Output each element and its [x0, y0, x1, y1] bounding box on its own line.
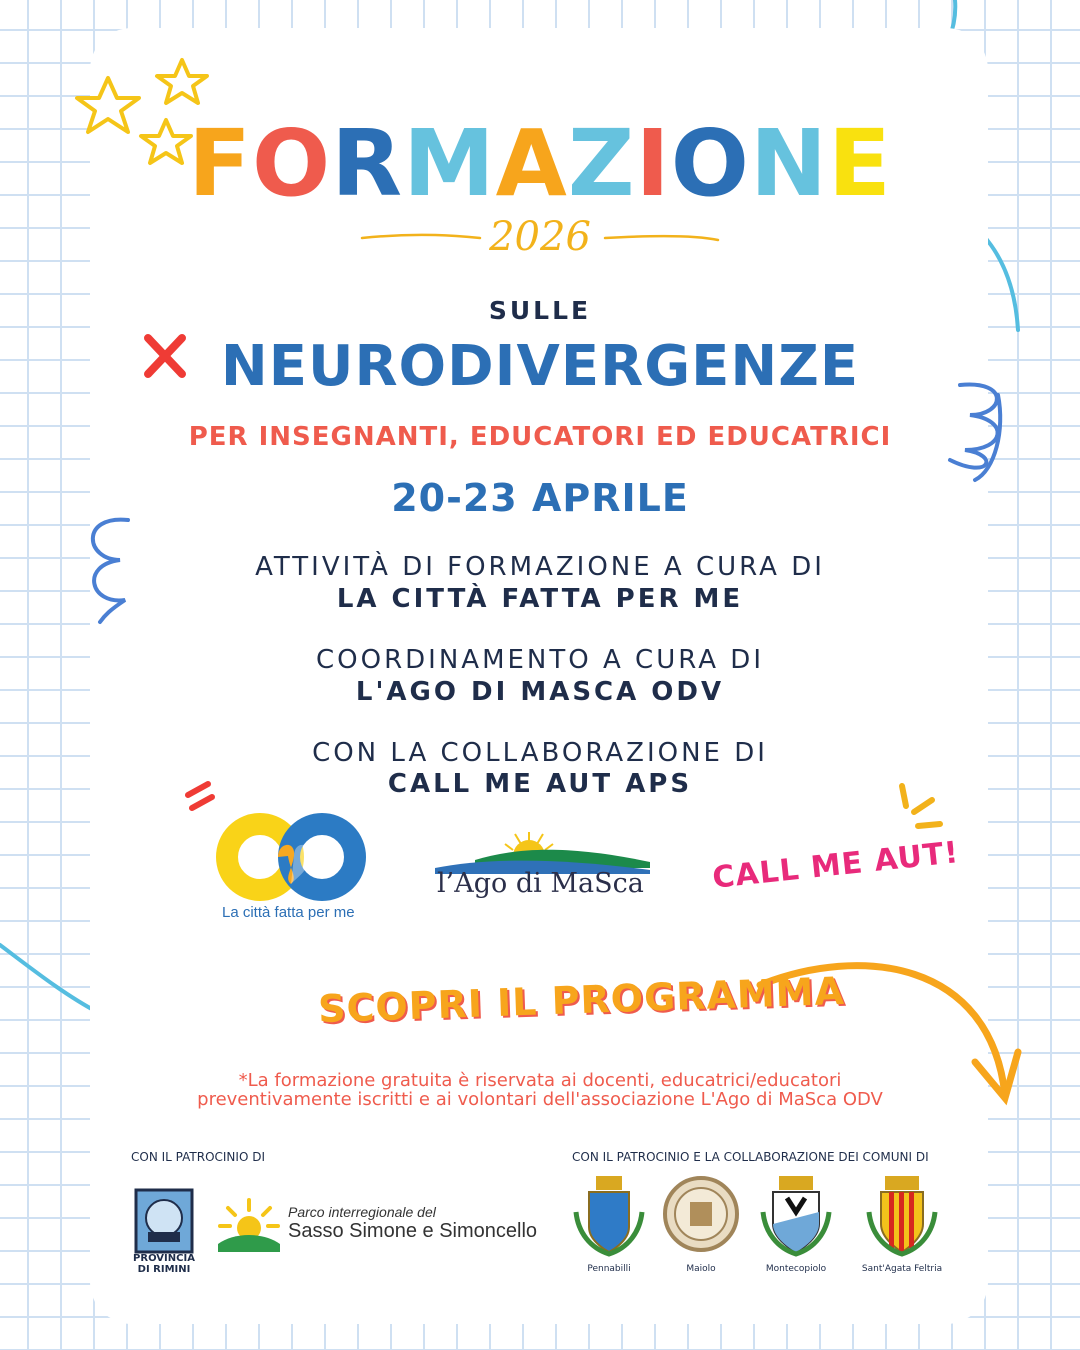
infinity-logo-icon [214, 812, 374, 902]
provincia-line-2: DI RIMINI [137, 1263, 191, 1275]
logo-provincia-rimini [128, 1188, 200, 1280]
credit-label-3: CON LA COLLABORAZIONE DI [312, 738, 768, 768]
title-letter: O [670, 110, 750, 217]
title-letter: M [403, 110, 496, 217]
logo-call-me-aut: CALL ME AUT! [710, 835, 961, 896]
sulle-label: SULLE [488, 296, 592, 325]
scopri-programma-link[interactable]: SCOPRI IL PROGRAMMA [317, 968, 846, 1032]
parco-line-2: Sasso Simone e Simoncello [288, 1220, 538, 1242]
comune-montecopiolo [751, 1172, 841, 1282]
credit-label-2: COORDINAMENTO A CURA DI [316, 645, 764, 675]
note-line-1: *La formazione gratuita è riservata ai docenti, educatrici/educatori [238, 1070, 842, 1091]
logo-ago-caption: l’Ago di MaSca [437, 868, 644, 899]
sun-icon [214, 1196, 284, 1256]
comune-name: Sant'Agata Feltria [861, 1264, 943, 1274]
logo-citta-caption: La città fatta per me [222, 904, 355, 921]
year-label: 2026 [489, 214, 591, 260]
dates-label: 20-23 APRILE [391, 476, 689, 520]
coat-of-arms-icon [656, 1172, 746, 1262]
provincia-line-1: PROVINCIA [133, 1253, 195, 1264]
page-title [0, 110, 1080, 217]
comune-santagata-feltria [857, 1172, 947, 1282]
note-line-2: preventivamente iscritti e ai volontari dell'associazione L'Ago di MaSca ODV [197, 1089, 883, 1110]
title-letter: R [331, 110, 404, 217]
logo-parco-sasso-simone [214, 1196, 544, 1260]
subject-heading: NEURODIVERGENZE [220, 334, 860, 399]
title-letter: I [635, 110, 671, 217]
comune-name: Montecopiolo [765, 1264, 827, 1274]
logo-ago-di-masca [425, 830, 660, 910]
comune-pennabilli [564, 1172, 654, 1282]
title-letter: O [252, 110, 332, 217]
title-letter: N [750, 110, 828, 217]
title-letter: E [828, 110, 892, 217]
coat-of-arms-icon [751, 1172, 841, 1262]
coat-of-arms-icon [564, 1172, 654, 1262]
comune-name: Pennabilli [587, 1264, 631, 1274]
credit-name-3: CALL ME AUT APS [387, 769, 693, 799]
credit-label-1: ATTIVITÀ DI FORMAZIONE A CURA DI [255, 552, 825, 582]
title-letter: F [188, 110, 252, 217]
audience-label: PER INSEGNANTI, EDUCATORI ED EDUCATRICI [188, 422, 892, 452]
parco-line-1: Parco interregionale del [288, 1204, 436, 1220]
title-letter: Z [567, 110, 636, 217]
credit-name-2: L'AGO DI MASCA ODV [355, 677, 725, 707]
credit-name-1: LA CITTÀ FATTA PER ME [336, 584, 744, 614]
comune-name: Maiolo [686, 1264, 716, 1274]
comune-maiolo [656, 1172, 746, 1282]
coat-of-arms-icon [128, 1188, 200, 1254]
patronage-label: CON IL PATROCINIO DI [131, 1150, 265, 1164]
coat-of-arms-icon [857, 1172, 947, 1262]
title-letter: A [495, 110, 568, 217]
comuni-label: CON IL PATROCINIO E LA COLLABORAZIONE DEI COMUNI DI [572, 1150, 929, 1164]
logo-citta-fatta-per-me [214, 812, 374, 927]
